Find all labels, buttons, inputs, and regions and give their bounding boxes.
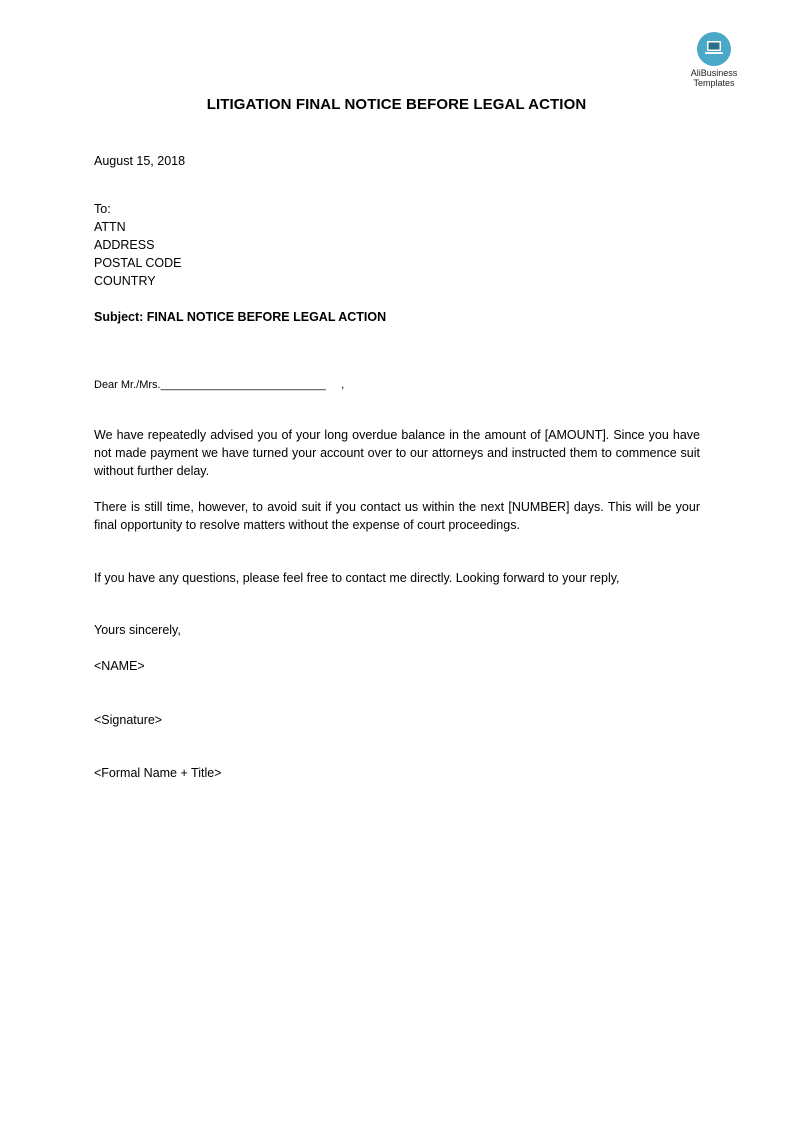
closing: Yours sincerely, [94,623,181,637]
brand-logo [678,32,750,88]
salutation: Dear Mr./Mrs.___________________________ , [94,379,345,391]
document-title: LITIGATION FINAL NOTICE BEFORE LEGAL ACTION [206,96,587,113]
signature-placeholder: <Signature> [94,713,163,727]
laptop-icon [697,32,731,66]
recipient-postal-code: POSTAL CODE [94,256,182,270]
subject-label: Subject: [94,310,144,324]
body-paragraph-3: If you have any questions, please feel free to contact me directly. Looking forward to your reply, [94,571,620,585]
formal-name-title: <Formal Name + Title> [94,766,222,780]
recipient-country: COUNTRY [94,274,156,288]
recipient-to: To: [94,202,111,216]
letter-date: August 15, 2018 [94,154,186,168]
logo-text-line2: Templates [693,78,735,88]
body-paragraph-2: There is still time, however, to avoid suit if you contact us within the next [NUMBER] days. This will be your final opportunity to resolve matters without the expense of court proceedings. [94,500,700,532]
body-paragraph-1: We have repeatedly advised you of your long overdue balance in the amount of [AMOUNT]. Since you have not made payment we have turned your account over to our attorneys and instructed them to commence suit without further delay. [94,428,700,478]
sender-name: <NAME> [94,659,145,673]
logo-text-line1: AliBusiness [690,68,738,78]
subject-line [94,308,386,326]
recipient-address: ADDRESS [94,238,155,252]
recipient-attn: ATTN [94,220,126,234]
subject-text: FINAL NOTICE BEFORE LEGAL ACTION [146,310,387,324]
